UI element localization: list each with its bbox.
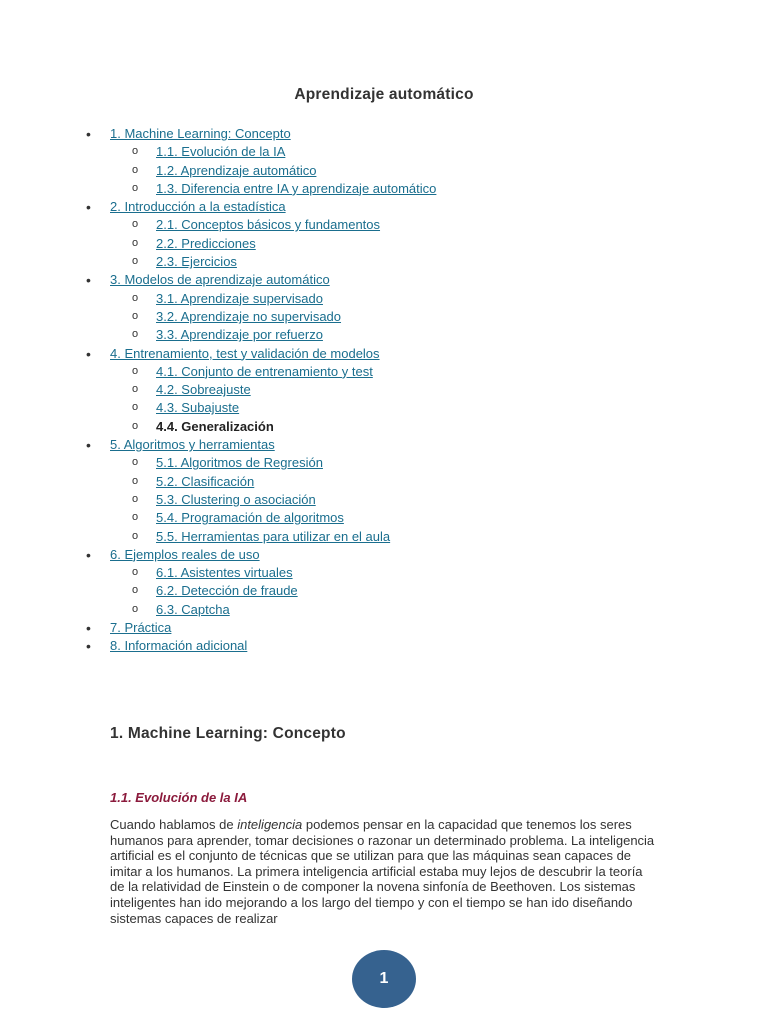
toc-link-predicciones[interactable]: 2.2. Predicciones: [156, 235, 256, 251]
document-title: Aprendizaje automático: [294, 86, 474, 103]
toc-link-refuerzo[interactable]: 3.3. Aprendizaje por refuerzo: [156, 327, 323, 343]
toc-link-clustering[interactable]: 5.3. Clustering o asociación: [156, 491, 316, 507]
toc-generalizacion: 4.4. Generalización: [156, 418, 274, 434]
toc-link-fraude[interactable]: 6.2. Detección de fraude: [156, 583, 298, 599]
toc-subitem: [110, 143, 686, 161]
toc-link-machine-learning[interactable]: 1. Machine Learning: Concepto: [110, 126, 291, 141]
toc-sublist: [110, 290, 686, 345]
toc-link-ejemplos[interactable]: 6. Ejemplos reales de uso: [110, 546, 260, 562]
toc-link-conceptos-basicos[interactable]: 2.1. Conceptos básicos y fundamentos: [156, 217, 381, 233]
toc-link-modelos[interactable]: 3. Modelos de aprendizaje automático: [110, 272, 330, 288]
table-of-contents: [86, 125, 686, 656]
toc-subitem: [110, 363, 686, 381]
toc-link-aprendizaje-automatico[interactable]: 1.2. Aprendizaje automático: [156, 162, 317, 178]
toc-link-entrenamiento[interactable]: 4. Entrenamiento, test y validación de modelos: [110, 345, 380, 361]
toc-subitem: [110, 162, 686, 180]
toc-subitem: [110, 308, 686, 326]
toc-link-supervisado[interactable]: 3.1. Aprendizaje supervisado: [156, 290, 323, 306]
toc-link-no-supervisado[interactable]: 3.2. Aprendizaje no supervisado: [156, 308, 342, 324]
toc-subitem: [110, 473, 686, 491]
toc-sublist: [110, 454, 686, 545]
toc-subitem: [110, 290, 686, 308]
toc-link-clasificacion[interactable]: 5.2. Clasificación: [156, 473, 255, 489]
toc-link-regresion[interactable]: 5.1. Algoritmos de Regresión: [156, 455, 323, 471]
paragraph-text-start: Cuando hablamos de: [110, 817, 238, 832]
toc-sublist: [110, 564, 686, 619]
toc-subitem: [110, 216, 686, 234]
body-paragraph: [110, 817, 655, 926]
toc-link-estadistica[interactable]: 2. Introducción a la estadística: [110, 199, 286, 215]
toc-sublist: [110, 216, 686, 271]
toc-subitem: [110, 381, 686, 399]
toc-subitem: [110, 326, 686, 344]
toc-item: [86, 198, 686, 271]
toc-sublist: [110, 143, 686, 198]
toc-link-conjunto-entrenamiento[interactable]: 4.1. Conjunto de entrenamiento y test: [156, 363, 373, 379]
toc-subitem: [110, 253, 686, 271]
toc-link-herramientas[interactable]: 5.5. Herramientas para utilizar en el aula: [156, 528, 391, 544]
paragraph-text-rest: podemos pensar en la capacidad que tenemos los seres humanos para aprender, tomar decisiones o razonar un determinado problema. La inteligencia artificial es el conjunto de técnicas que se utilizan para que las máquinas sean capaces de imitar a los humanos. La primera inteligencia artificial estaba muy lejos de descubrir la teoría de la relatividad de Einstein o de componer la novena sinfonía de Beethoven. Los sistemas inteligentes han ido mejorando a los largo del tiempo y con el tiempo se han ido diseñando sistemas capaces de realizar: [110, 817, 655, 926]
page-number-badge: 1: [352, 950, 416, 1008]
toc-link-subajuste[interactable]: 4.3. Subajuste: [156, 400, 240, 416]
toc-link-programacion[interactable]: 5.4. Programación de algoritmos: [156, 510, 344, 526]
toc-item: [86, 637, 686, 655]
toc-subitem: [110, 180, 686, 198]
toc-subitem: [110, 491, 686, 509]
toc-link-algoritmos[interactable]: 5. Algoritmos y herramientas: [110, 437, 275, 453]
toc-item: [86, 271, 686, 344]
subsection-heading: 1.1. Evolución de la IA: [110, 790, 248, 805]
section-heading: 1. Machine Learning: Concepto: [110, 725, 346, 742]
toc-item: [86, 125, 686, 198]
toc-link-ejercicios[interactable]: 2.3. Ejercicios: [156, 254, 237, 270]
toc-subitem: [110, 418, 686, 436]
toc-item: [86, 546, 686, 619]
toc-subitem: [110, 454, 686, 472]
toc-link-asistentes[interactable]: 6.1. Asistentes virtuales: [156, 565, 293, 581]
toc-link-diferencia-ia[interactable]: 1.3. Diferencia entre IA y aprendizaje automático: [156, 180, 437, 196]
toc-subitem: [110, 235, 686, 253]
toc-subitem: [110, 601, 686, 619]
toc-subitem: [110, 528, 686, 546]
toc-subitem: [110, 582, 686, 600]
toc-subitem: [110, 399, 686, 417]
toc-item: [86, 619, 686, 637]
toc-item: [86, 345, 686, 436]
toc-link-captcha[interactable]: 6.3. Captcha: [156, 601, 230, 617]
toc-sublist: [110, 363, 686, 436]
toc-link-informacion[interactable]: 8. Información adicional: [110, 638, 248, 654]
toc-item: [86, 436, 686, 546]
toc-link-evolucion-ia[interactable]: 1.1. Evolución de la IA: [156, 144, 286, 160]
toc-subitem: [110, 564, 686, 582]
toc-link-sobreajuste[interactable]: 4.2. Sobreajuste: [156, 382, 251, 398]
toc-subitem: [110, 509, 686, 527]
toc-link-practica[interactable]: 7. Práctica: [110, 620, 172, 636]
paragraph-emphasis: inteligencia: [237, 817, 303, 832]
